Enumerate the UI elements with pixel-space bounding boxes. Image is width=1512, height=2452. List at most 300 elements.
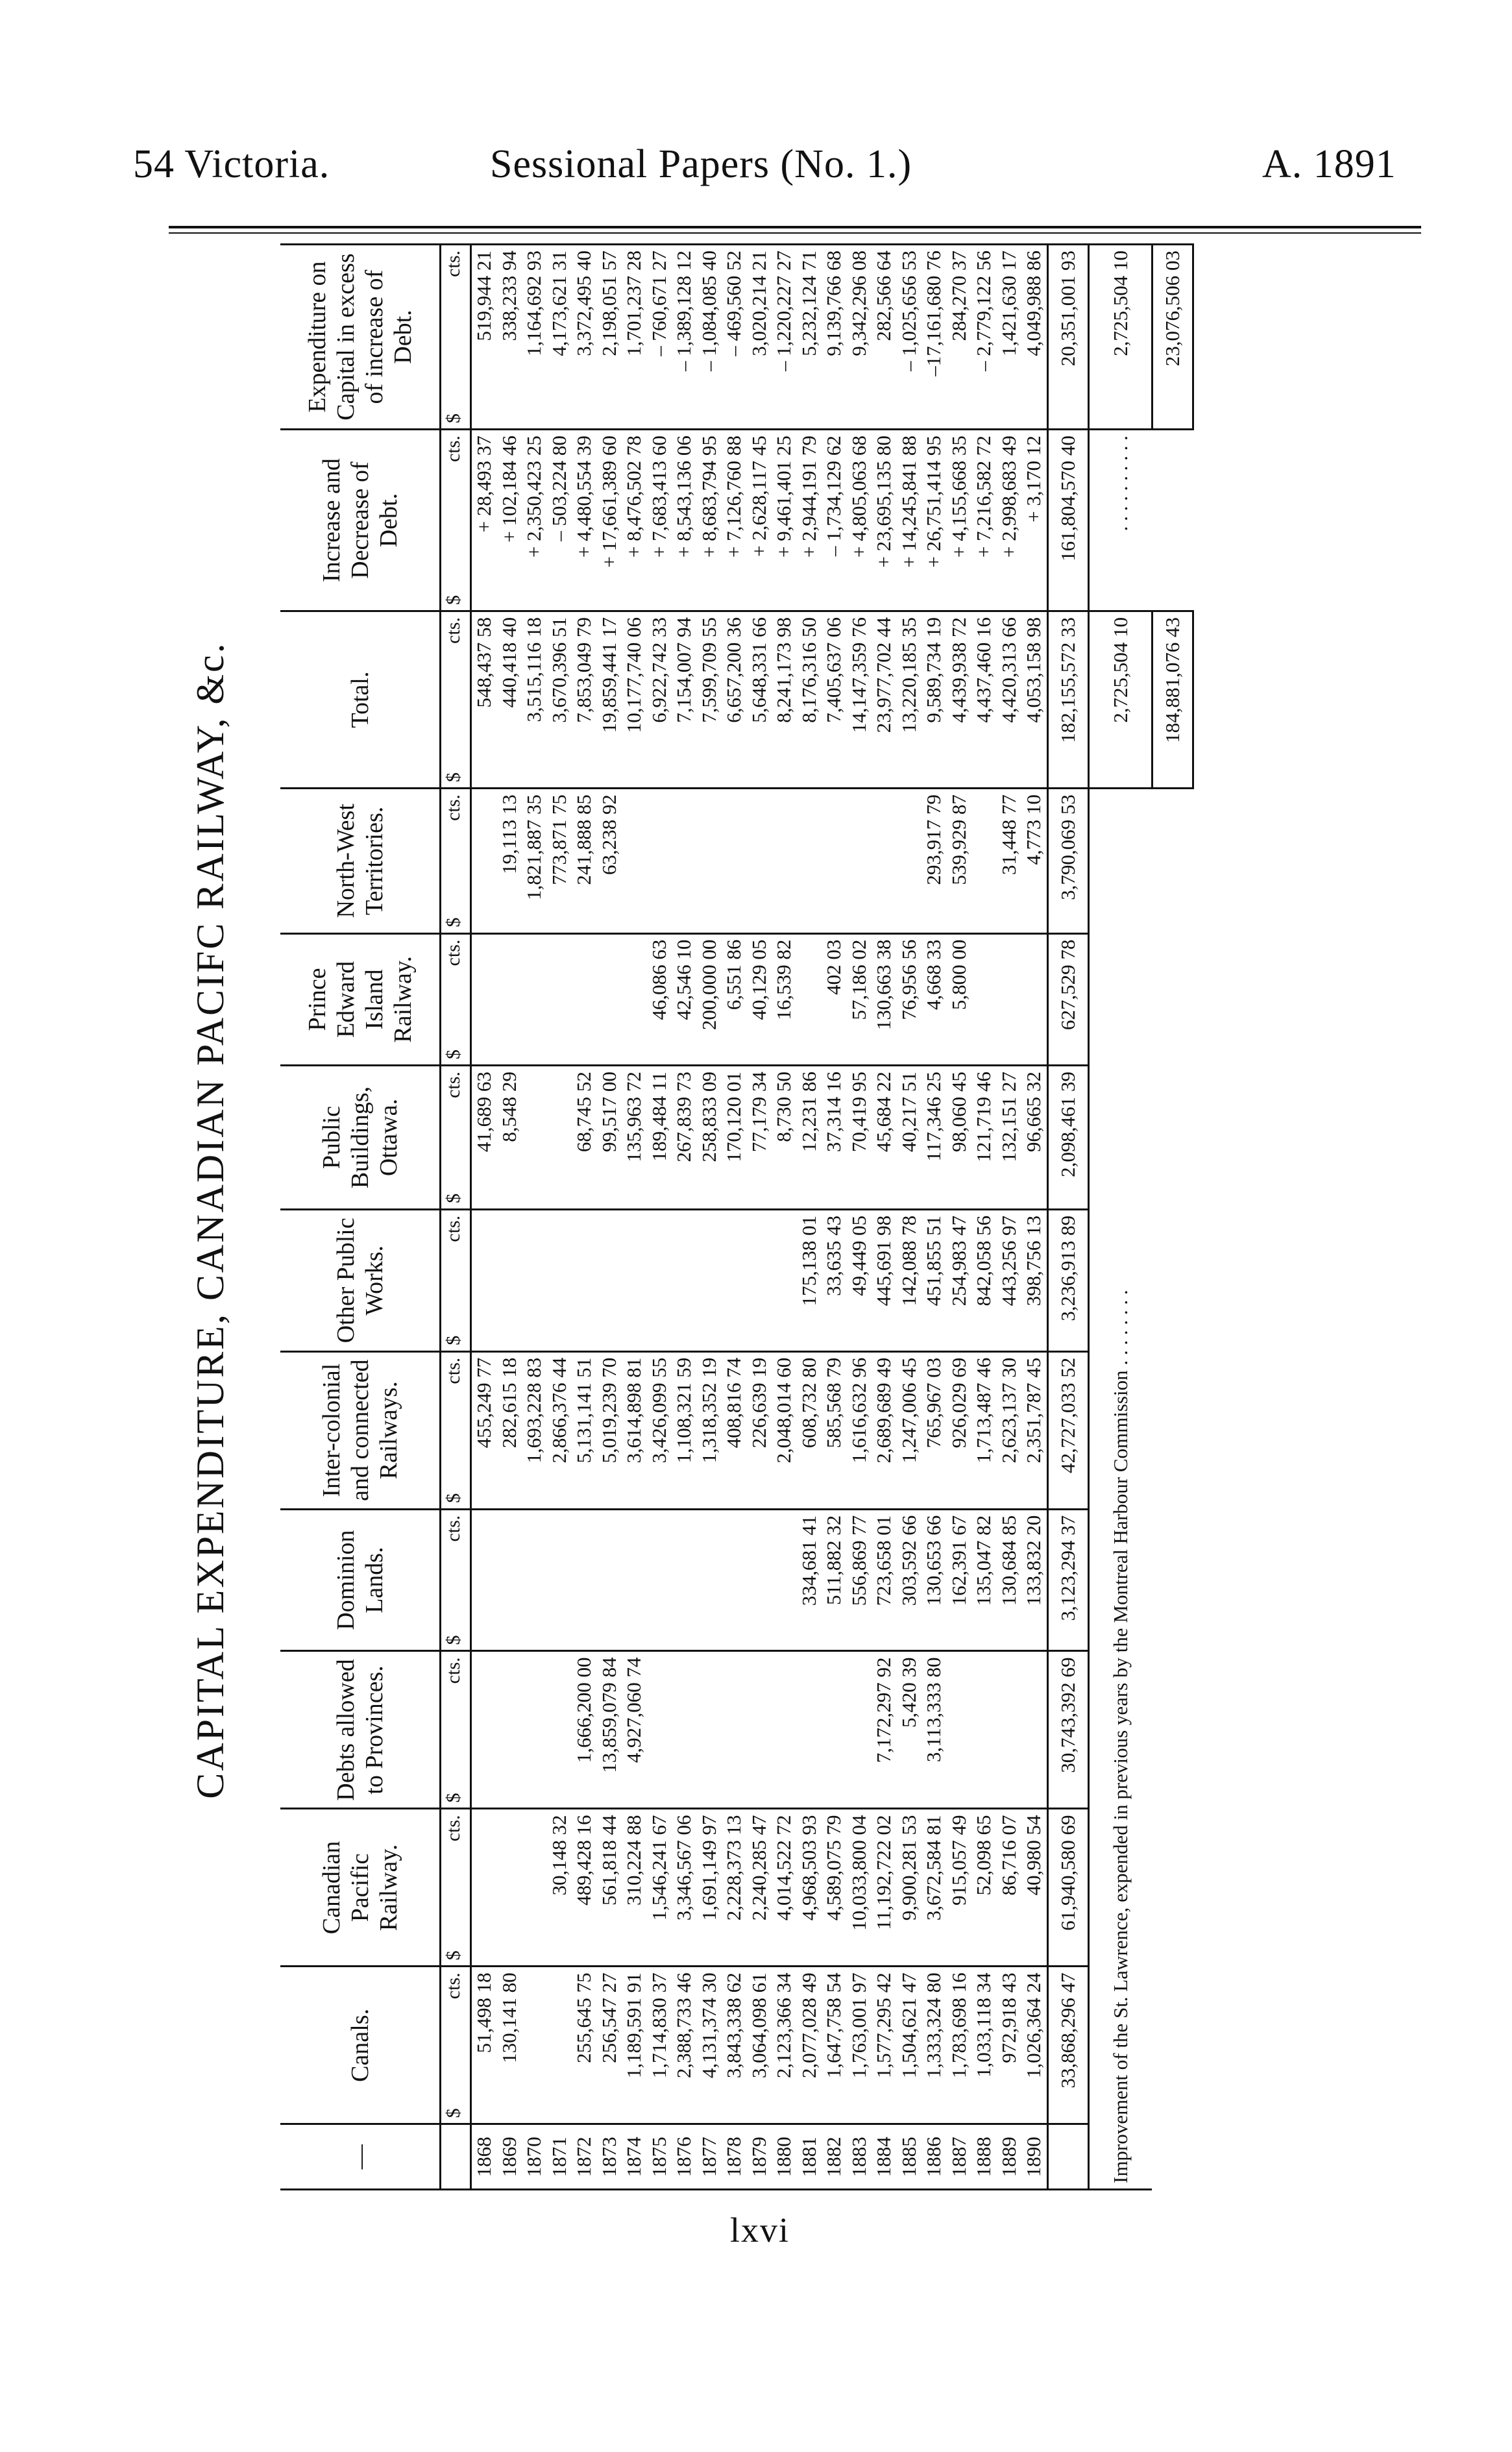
year-cell: 1883 — [847, 2124, 872, 2190]
value-cell — [772, 1509, 797, 1651]
value-cell: 1,108,321 59 — [672, 1351, 697, 1509]
column-header: Public Buildings, Ottawa. — [280, 1066, 441, 1210]
value-cell: 162,391 67 — [947, 1509, 972, 1651]
value-cell: 51,498 18 — [471, 1967, 497, 2124]
value-cell: 773,871 75 — [547, 789, 572, 934]
value-cell: 455,249 77 — [471, 1351, 497, 1509]
table-row — [897, 245, 922, 2190]
value-cell: + 2,944,191 79 — [797, 430, 822, 611]
value-cell: 1,504,621 47 — [897, 1967, 922, 2124]
value-cell: 585,568 79 — [822, 1351, 847, 1509]
value-cell: + 17,661,389 60 — [597, 430, 622, 611]
value-cell: 49,449 05 — [847, 1209, 872, 1351]
value-cell — [522, 1066, 547, 1210]
value-cell — [672, 1509, 697, 1651]
value-cell: 170,120 01 — [722, 1066, 747, 1210]
value-cell: + 26,751,414 95 — [921, 430, 947, 611]
value-cell: 258,833 09 — [697, 1066, 722, 1210]
cents-unit: cts. — [443, 1215, 464, 1242]
value-cell: 1,164,692 93 — [522, 245, 547, 430]
value-cell: 1,714,830 37 — [647, 1967, 672, 2124]
value-cell: + 28,493 37 — [471, 430, 497, 611]
column-header-row — [280, 245, 441, 2190]
grand-total: 184,881,076 43 — [1152, 611, 1193, 789]
value-cell: + 2,628,117 45 — [747, 430, 772, 611]
value-cell: 303,592 66 — [897, 1509, 922, 1651]
column-header: Canadian Pacific Railway. — [280, 1809, 441, 1967]
dollar-unit: $ — [443, 1049, 464, 1060]
value-cell — [997, 933, 1022, 1065]
value-cell: 3,614,898 81 — [622, 1351, 647, 1509]
value-cell: – 469,560 52 — [722, 245, 747, 430]
unit-cell — [441, 430, 471, 611]
value-cell — [597, 933, 622, 1065]
total-cell: 61,940,580 69 — [1047, 1809, 1088, 1967]
value-cell: 282,566 64 — [872, 245, 897, 430]
value-cell: 175,138 01 — [797, 1209, 822, 1351]
year-cell: 1885 — [897, 2124, 922, 2190]
value-cell: 4,773 10 — [1021, 789, 1047, 934]
empty-cell — [1152, 1066, 1193, 1210]
totals-row — [1047, 245, 1088, 2190]
st-lawrence-total: 2,725,504 10 — [1088, 611, 1152, 789]
column-header: Other Public Works. — [280, 1209, 441, 1351]
value-cell: 284,270 37 — [947, 245, 972, 430]
value-cell: + 7,683,413 60 — [647, 430, 672, 611]
value-cell: 117,346 25 — [921, 1066, 947, 1210]
empty-cell — [1152, 1809, 1193, 1967]
header-rule-bottom — [169, 232, 1421, 234]
value-cell: 4,968,503 93 — [797, 1809, 822, 1967]
value-cell: 31,448 77 — [997, 789, 1022, 934]
st-lawrence-debt: . . . . . . . . . . — [1088, 430, 1152, 611]
value-cell — [897, 789, 922, 934]
value-cell: + 9,461,401 25 — [772, 430, 797, 611]
value-cell: 241,888 85 — [572, 789, 597, 934]
value-cell — [722, 1651, 747, 1809]
value-cell: – 760,671 27 — [647, 245, 672, 430]
value-cell — [971, 789, 997, 934]
table-row — [547, 245, 572, 2190]
value-cell — [772, 1651, 797, 1809]
column-header: Increase and Decrease of Debt. — [280, 430, 441, 611]
table-row — [797, 245, 822, 2190]
empty-cell — [1152, 1351, 1193, 1509]
year-cell: 1882 — [822, 2124, 847, 2190]
value-cell: 3,426,099 55 — [647, 1351, 672, 1509]
value-cell: 19,113 13 — [497, 789, 522, 934]
year-cell: 1869 — [497, 2124, 522, 2190]
year-cell: 1880 — [772, 2124, 797, 2190]
value-cell: 1,821,887 35 — [522, 789, 547, 934]
year-cell: 1884 — [872, 2124, 897, 2190]
year-cell: 1889 — [997, 2124, 1022, 2190]
year-cell: 1890 — [1021, 2124, 1047, 2190]
value-cell — [722, 789, 747, 934]
value-cell — [522, 1967, 547, 2124]
value-cell: + 7,126,760 88 — [722, 430, 747, 611]
value-cell: 765,967 03 — [921, 1351, 947, 1509]
value-cell — [471, 1651, 497, 1809]
year-cell: 1881 — [797, 2124, 822, 2190]
total-cell: 627,529 78 — [1047, 933, 1088, 1065]
value-cell: 37,314 16 — [822, 1066, 847, 1210]
value-cell: 6,922,742 33 — [647, 611, 672, 789]
value-cell: 3,843,338 62 — [722, 1967, 747, 2124]
value-cell: 1,666,200 00 — [572, 1651, 597, 1809]
value-cell — [622, 933, 647, 1065]
cents-unit: cts. — [443, 1972, 464, 2000]
value-cell: 70,419 95 — [847, 1066, 872, 1210]
unit-cell — [441, 1351, 471, 1509]
year-cell: 1888 — [971, 2124, 997, 2190]
value-cell: 6,551 86 — [722, 933, 747, 1065]
value-cell — [747, 1651, 772, 1809]
total-cell: 161,804,570 40 — [1047, 430, 1088, 611]
header-left: 54 Victoria. — [133, 142, 330, 186]
value-cell: 293,917 79 — [921, 789, 947, 934]
value-cell — [797, 1651, 822, 1809]
value-cell: 4,420,313 66 — [997, 611, 1022, 789]
table-row — [471, 245, 497, 2190]
value-cell — [697, 1209, 722, 1351]
value-cell: 40,980 54 — [1021, 1809, 1047, 1967]
value-cell: – 1,734,129 62 — [822, 430, 847, 611]
value-cell — [647, 1209, 672, 1351]
value-cell: 226,639 19 — [747, 1351, 772, 1509]
value-cell: 3,346,567 06 — [672, 1809, 697, 1967]
value-cell: 57,186 02 — [847, 933, 872, 1065]
value-cell: + 2,998,683 49 — [997, 430, 1022, 611]
value-cell: 96,665 32 — [1021, 1066, 1047, 1210]
value-cell: + 7,216,582 72 — [971, 430, 997, 611]
value-cell: 282,615 18 — [497, 1351, 522, 1509]
table-row — [747, 245, 772, 2190]
column-header: Prince Edward Island Railway. — [280, 933, 441, 1065]
value-cell: 42,546 10 — [672, 933, 697, 1065]
value-cell — [747, 1509, 772, 1651]
value-cell — [971, 1651, 997, 1809]
value-cell — [547, 1509, 572, 1651]
value-cell: 68,745 52 — [572, 1066, 597, 1210]
cents-unit: cts. — [443, 617, 464, 644]
cents-unit: cts. — [443, 939, 464, 966]
value-cell: 398,756 13 — [1021, 1209, 1047, 1351]
value-cell: 130,663 38 — [872, 933, 897, 1065]
dollar-unit: $ — [443, 595, 464, 606]
value-cell: – 1,389,128 12 — [672, 245, 697, 430]
cents-unit: cts. — [443, 1357, 464, 1384]
empty-cell — [1152, 1209, 1193, 1351]
value-cell: 135,963 72 — [622, 1066, 647, 1210]
value-cell: 10,177,740 06 — [622, 611, 647, 789]
st-lawrence-row — [1088, 245, 1152, 2190]
value-cell: 451,855 51 — [921, 1209, 947, 1351]
table-title: CAPITAL EXPENDITURE, CANADIAN PACIFC RAILWAY, &c. — [189, 641, 232, 1799]
table-row — [672, 245, 697, 2190]
value-cell: 4,014,522 72 — [772, 1809, 797, 1967]
value-cell: 445,691 98 — [872, 1209, 897, 1351]
column-header: Dominion Lands. — [280, 1509, 441, 1651]
value-cell: 3,515,116 18 — [522, 611, 547, 789]
value-cell — [622, 789, 647, 934]
total-cell: 2,098,461 39 — [1047, 1066, 1088, 1210]
value-cell: + 8,543,136 06 — [672, 430, 697, 611]
value-cell: 130,141 80 — [497, 1967, 522, 2124]
table-row — [847, 245, 872, 2190]
value-cell: 5,019,239 70 — [597, 1351, 622, 1509]
value-cell — [847, 789, 872, 934]
table-row — [647, 245, 672, 2190]
table-row — [822, 245, 847, 2190]
value-cell: 1,713,487 46 — [971, 1351, 997, 1509]
value-cell: 1,783,698 16 — [947, 1967, 972, 2124]
unit-cell — [441, 933, 471, 1065]
value-cell: 255,645 75 — [572, 1967, 597, 2124]
dollar-unit: $ — [443, 1635, 464, 1645]
header-rule-top — [169, 226, 1421, 228]
column-header: Inter-colonial and connected Railways. — [280, 1351, 441, 1509]
value-cell: 915,057 49 — [947, 1809, 972, 1967]
value-cell: 338,233 94 — [497, 245, 522, 430]
value-cell — [647, 1509, 672, 1651]
value-cell — [572, 1509, 597, 1651]
year-cell: 1871 — [547, 2124, 572, 2190]
value-cell: – 2,779,122 56 — [971, 245, 997, 430]
unit-cell — [441, 1651, 471, 1809]
value-cell: 402 03 — [822, 933, 847, 1065]
value-cell: 99,517 00 — [597, 1066, 622, 1210]
value-cell: 511,882 32 — [822, 1509, 847, 1651]
table-row — [772, 245, 797, 2190]
value-cell: 440,418 40 — [497, 611, 522, 789]
empty-cell — [1152, 933, 1193, 1065]
value-cell: 7,172,297 92 — [872, 1651, 897, 1809]
value-cell: 8,548 29 — [497, 1066, 522, 1210]
unit-cell — [441, 1509, 471, 1651]
value-cell — [1021, 933, 1047, 1065]
value-cell: 267,839 73 — [672, 1066, 697, 1210]
value-cell: 723,658 01 — [872, 1509, 897, 1651]
grand-total-row — [1152, 245, 1193, 2190]
value-cell: 98,060 45 — [947, 1066, 972, 1210]
year-cell: 1872 — [572, 2124, 597, 2190]
value-cell — [847, 1651, 872, 1809]
unit-row — [441, 245, 471, 2190]
value-cell — [497, 1809, 522, 1967]
value-cell: 7,599,709 55 — [697, 611, 722, 789]
value-cell: 3,672,584 81 — [921, 1809, 947, 1967]
value-cell — [497, 1651, 522, 1809]
cents-unit: cts. — [443, 794, 464, 821]
table-row — [947, 245, 972, 2190]
value-cell: 12,231 86 — [797, 1066, 822, 1210]
dollar-unit: $ — [443, 772, 464, 783]
value-cell: 4,668 33 — [921, 933, 947, 1065]
value-cell: 2,351,787 45 — [1021, 1351, 1047, 1509]
value-cell: + 2,350,423 25 — [522, 430, 547, 611]
value-cell: 489,428 16 — [572, 1809, 597, 1967]
cents-unit: cts. — [443, 435, 464, 462]
total-cell: 3,790,069 53 — [1047, 789, 1088, 934]
value-cell: 4,437,460 16 — [971, 611, 997, 789]
value-cell: 16,539 82 — [772, 933, 797, 1065]
value-cell — [672, 1209, 697, 1351]
unit-cell — [441, 1209, 471, 1351]
table-row — [1021, 245, 1047, 2190]
value-cell: 7,405,637 06 — [822, 611, 847, 789]
dollar-unit: $ — [443, 413, 464, 424]
value-cell: 13,859,079 84 — [597, 1651, 622, 1809]
table-row — [921, 245, 947, 2190]
value-cell: 5,131,141 51 — [572, 1351, 597, 1509]
value-cell: – 1,025,656 53 — [897, 245, 922, 430]
value-cell: 556,869 77 — [847, 1509, 872, 1651]
value-cell: + 8,476,502 78 — [622, 430, 647, 611]
value-cell: 3,670,396 51 — [547, 611, 572, 789]
dollar-unit: $ — [443, 1193, 464, 1203]
value-cell — [547, 1967, 572, 2124]
rotated-table-frame — [177, 243, 1403, 2197]
year-cell: 1879 — [747, 2124, 772, 2190]
value-cell: 1,026,364 24 — [1021, 1967, 1047, 2124]
value-cell: 19,859,441 17 — [597, 611, 622, 789]
column-header: North-West Territories. — [280, 789, 441, 934]
column-header: Canals. — [280, 1967, 441, 2124]
value-cell: – 1,084,085 40 — [697, 245, 722, 430]
value-cell: 1,691,149 97 — [697, 1809, 722, 1967]
value-cell: 254,983 47 — [947, 1209, 972, 1351]
value-cell: 4,049,988 86 — [1021, 245, 1047, 430]
value-cell: 3,064,098 61 — [747, 1967, 772, 2124]
value-cell: 1,763,001 97 — [847, 1967, 872, 2124]
value-cell: 5,232,124 71 — [797, 245, 822, 430]
unit-cell — [441, 1809, 471, 1967]
dollar-unit: $ — [443, 917, 464, 927]
value-cell: 4,173,621 31 — [547, 245, 572, 430]
total-cell: 3,123,294 37 — [1047, 1509, 1088, 1651]
value-cell: 9,342,296 08 — [847, 245, 872, 430]
value-cell — [997, 1651, 1022, 1809]
table-row — [572, 245, 597, 2190]
value-cell: 30,148 32 — [547, 1809, 572, 1967]
total-cell: 20,351,001 93 — [1047, 245, 1088, 430]
value-cell — [497, 1209, 522, 1351]
value-cell: 7,154,007 94 — [672, 611, 697, 789]
expenditure-table — [280, 243, 1194, 2190]
value-cell: 23,977,702 44 — [872, 611, 897, 789]
value-cell — [872, 789, 897, 934]
value-cell — [772, 789, 797, 934]
value-cell: 6,657,200 36 — [722, 611, 747, 789]
value-cell: 1,189,591 91 — [622, 1967, 647, 2124]
header-center: Sessional Papers (No. 1.) — [490, 142, 912, 186]
value-cell: 9,139,766 68 — [822, 245, 847, 430]
value-cell: 608,732 80 — [797, 1351, 822, 1509]
value-cell: 40,217 51 — [897, 1066, 922, 1210]
year-cell: 1877 — [697, 2124, 722, 2190]
value-cell: 548,437 58 — [471, 611, 497, 789]
value-cell — [947, 1651, 972, 1809]
value-cell: 130,684 85 — [997, 1509, 1022, 1651]
value-cell: – 1,220,227 27 — [772, 245, 797, 430]
cents-unit: cts. — [443, 1072, 464, 1098]
value-cell: 2,623,137 30 — [997, 1351, 1022, 1509]
value-cell: 5,648,331 66 — [747, 611, 772, 789]
value-cell: 1,577,295 42 — [872, 1967, 897, 2124]
value-cell: 2,048,014 60 — [772, 1351, 797, 1509]
value-cell — [471, 1509, 497, 1651]
value-cell — [497, 933, 522, 1065]
st-lawrence-excess: 2,725,504 10 — [1088, 245, 1152, 430]
value-cell: 3,372,495 40 — [572, 245, 597, 430]
cents-unit: cts. — [443, 1815, 464, 1842]
value-cell — [522, 933, 547, 1065]
value-cell: 443,256 97 — [997, 1209, 1022, 1351]
value-cell: 8,241,173 98 — [772, 611, 797, 789]
header-right: A. 1891 — [1262, 142, 1396, 186]
value-cell: 9,589,734 19 — [921, 611, 947, 789]
total-cell: 30,743,392 69 — [1047, 1651, 1088, 1809]
year-cell: 1886 — [921, 2124, 947, 2190]
value-cell: + 4,480,554 39 — [572, 430, 597, 611]
value-cell: 130,653 66 — [921, 1509, 947, 1651]
total-cell: 33,868,296 47 — [1047, 1967, 1088, 2124]
value-cell — [647, 789, 672, 934]
value-cell: 972,918 43 — [997, 1967, 1022, 2124]
value-cell — [722, 1209, 747, 1351]
year-cell: 1876 — [672, 2124, 697, 2190]
page-number: lxvi — [730, 2211, 790, 2250]
total-cell — [1047, 2124, 1088, 2190]
value-cell — [471, 1809, 497, 1967]
value-cell: 76,956 56 — [897, 933, 922, 1065]
value-cell: 539,929 87 — [947, 789, 972, 934]
value-cell: 8,730 50 — [772, 1066, 797, 1210]
table-body — [471, 245, 1193, 2190]
value-cell: 9,900,281 53 — [897, 1809, 922, 1967]
value-cell: 1,318,352 19 — [697, 1351, 722, 1509]
value-cell: 2,077,028 49 — [797, 1967, 822, 2124]
value-cell: 1,247,006 45 — [897, 1351, 922, 1509]
value-cell — [522, 1209, 547, 1351]
value-cell: 3,113,333 80 — [921, 1651, 947, 1809]
year-cell: 1875 — [647, 2124, 672, 2190]
value-cell: 45,684 22 — [872, 1066, 897, 1210]
value-cell — [672, 789, 697, 934]
value-cell: 2,689,689 49 — [872, 1351, 897, 1509]
dollar-unit: $ — [443, 1793, 464, 1803]
value-cell: + 102,184 46 — [497, 430, 522, 611]
value-cell: + 4,805,063 68 — [847, 430, 872, 611]
total-cell: 3,236,913 89 — [1047, 1209, 1088, 1351]
unit-cell — [441, 611, 471, 789]
value-cell: 1,693,228 83 — [522, 1351, 547, 1509]
value-cell — [572, 933, 597, 1065]
dollar-unit: $ — [443, 1950, 464, 1961]
column-header: Total. — [280, 611, 441, 789]
value-cell — [547, 1209, 572, 1351]
table-row — [497, 245, 522, 2190]
value-cell: 2,198,051 57 — [597, 245, 622, 430]
column-header: Expenditure on Capital in excess of increase of Debt. — [280, 245, 441, 430]
value-cell: 2,240,285 47 — [747, 1809, 772, 1967]
table-row — [597, 245, 622, 2190]
value-cell — [572, 1209, 597, 1351]
value-cell — [497, 1509, 522, 1651]
value-cell: 63,238 92 — [597, 789, 622, 934]
value-cell: 334,681 41 — [797, 1509, 822, 1651]
